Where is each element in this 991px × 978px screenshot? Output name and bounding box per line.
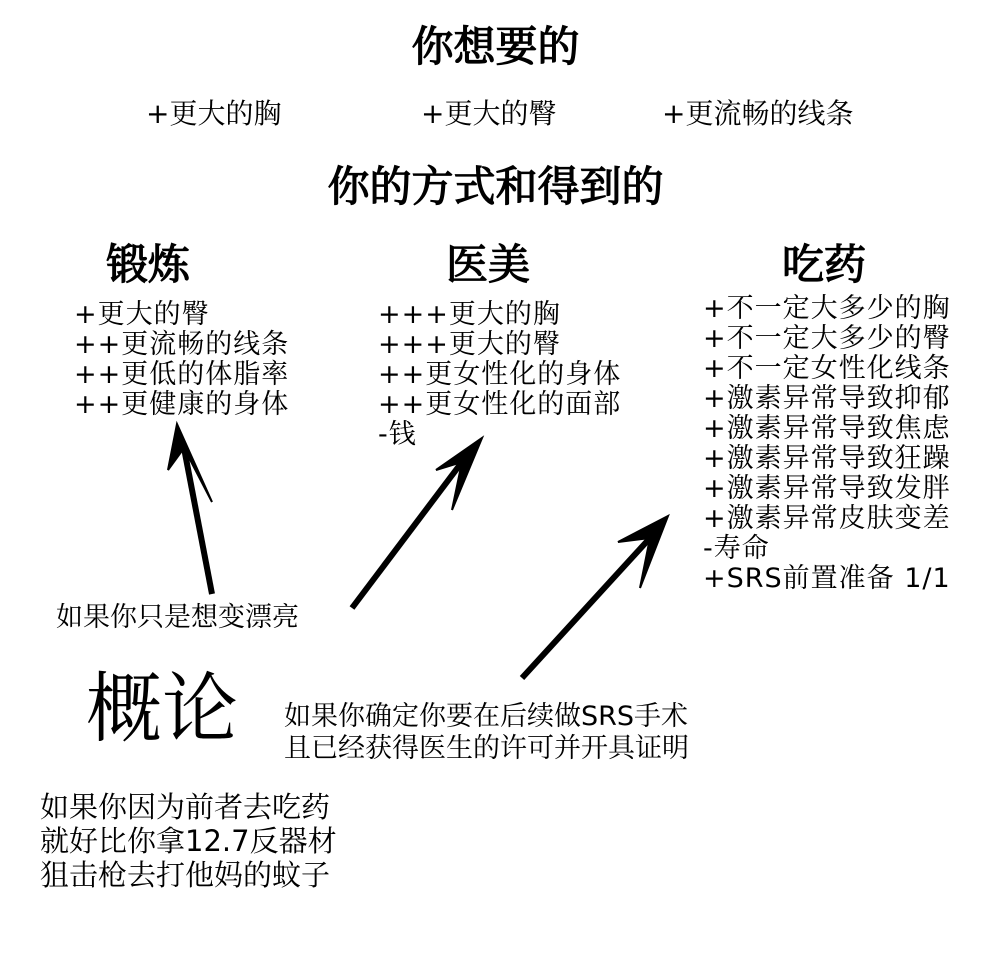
list-item: +不一定女性化线条 [703,353,951,384]
page-title: 你想要的 [411,22,580,71]
list-item: -钱 [378,419,417,450]
list-item: +激素异常导致狂躁 [703,443,951,474]
joke-caption [40,790,337,892]
list-item: ++更低的体脂率 [74,359,290,390]
list-item: +++更大的胸 [378,299,561,330]
heading-cosmetic-surgery: 医美 [446,240,531,289]
arrow-to-cosmetic-icon [352,438,482,608]
srs-caption-line: 如果你确定你要在后续做SRS手术 [284,701,689,732]
pretty-caption: 如果你只是想变漂亮 [56,602,299,633]
list-item: +SRS前置准备 1/1 [703,563,951,594]
want-smoother-lines: +更流畅的线条 [662,97,854,130]
list-item: +激素异常导致抑郁 [703,383,951,414]
arrow-to-medication-icon [522,516,668,678]
list-item: ++更健康的身体 [74,389,290,420]
heading-medication: 吃药 [782,240,867,289]
list-item: ++更女性化的身体 [378,359,622,390]
summary-label: 概论 [86,664,238,753]
heading-exercise: 锻炼 [106,240,191,289]
list-item: +激素异常导致发胖 [703,473,951,504]
arrow-to-exercise-icon [168,424,212,594]
list-item: ++更女性化的面部 [378,389,622,420]
joke-caption-line: 就好比你拿12.7反器材 [40,824,337,858]
srs-caption-line: 且已经获得医生的许可并开具证明 [284,733,689,764]
list-item: +激素异常皮肤变差 [703,503,951,534]
list-item: +不一定大多少的胸 [703,293,951,324]
methods-title: 你的方式和得到的 [327,162,664,211]
joke-caption-line: 如果你因为前者去吃药 [40,790,331,824]
want-bigger-hips: +更大的臀 [421,97,557,130]
list-item: +++更大的臀 [378,329,561,360]
list-item: +更大的臀 [74,299,210,330]
want-bigger-chest: +更大的胸 [146,97,282,130]
list-item: -寿命 [703,533,770,564]
srs-caption [284,701,689,765]
list-item: ++更流畅的线条 [74,329,290,360]
joke-caption-line: 狙击枪去打他妈的蚊子 [40,858,331,892]
list-item: +激素异常导致焦虑 [703,413,951,444]
list-item: +不一定大多少的臀 [703,323,951,354]
